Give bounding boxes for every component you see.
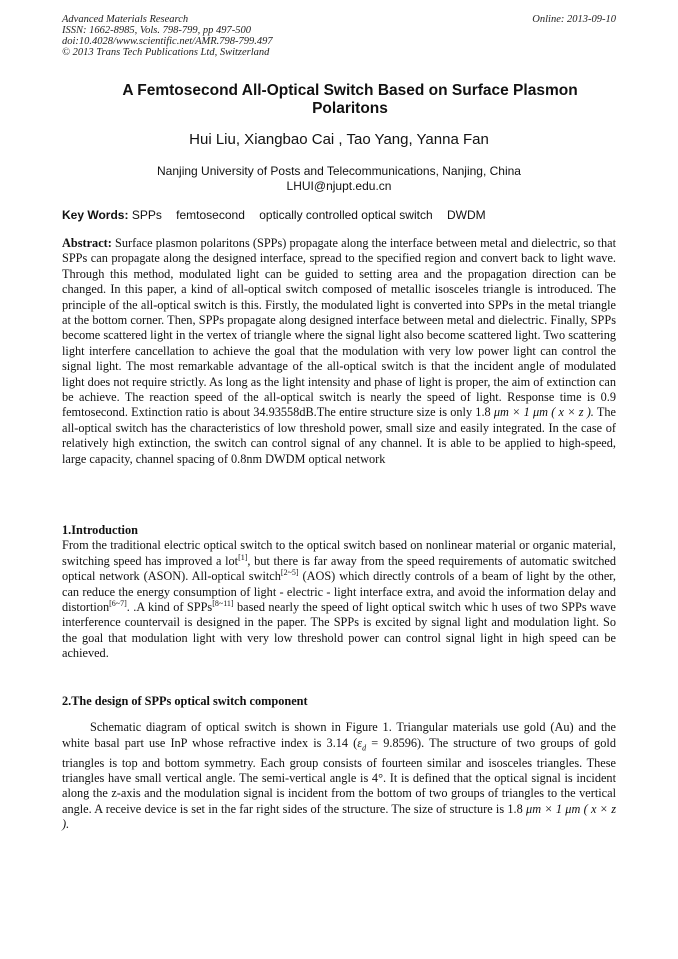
authors: Hui Liu, Xiangbao Cai , Tao Yang, Yanna Fan: [189, 131, 489, 148]
copyright: © 2013 Trans Tech Publications Ltd, Switzerland: [62, 47, 270, 58]
section-body: [62, 538, 616, 661]
section-heading: 1.Introduction: [62, 523, 138, 537]
text: Schematic diagram of optical switch is shown in Figure 1. Triangular materials use gold (Au) and the white basal part use InP whose refractive index is 3.14 (: [62, 720, 616, 750]
citation: [6~7]: [109, 598, 127, 608]
keyword: femtosecond: [176, 208, 245, 222]
keywords: [62, 208, 616, 222]
size-expression: μm × 1 μm ( x × z ).: [62, 801, 616, 832]
epsilon-subscript: d: [362, 743, 367, 753]
section-body: [62, 720, 616, 832]
abstract-text: Surface plasmon polaritons (SPPs) propagate along the interface between metal and dielectric, so that SPPs can propagate along the designed interface, spread to the specified region and convert back to light wave. Through this method, modulated light can be guided to setting area and the propagation direction can be changed. In this paper, a kind of all-optical switch composed of metallic isosceles triangle is introduced. The principle of the all-optical switch is this. Firstly, the modulated light is converted into SPPs in the metal triangle at the bottom corner. Then, SPPs propagate along designed interface between metal and dielectric. Finally, SPPs become scattered light in the vertex of triangle where the signal light also become scattered light. Two scattering light interfere cancellation to achieve the goal that the modulation with very low power light can control the signal light. The most remarkable advantage of the all-optical switch is that the incident angle of modulated light does not require strictly. As long as the light intensity and phase of light is proper, the aim of extinction can be achieve. The reaction speed of the all-optical switch is nearly the speed of light. Response time is 0.9 femtosecond. Extinction ratio is about 34.93558dB.The entire structure size is only 1.8: [62, 236, 616, 420]
section-design: [62, 694, 616, 833]
text: From the traditional electric optical switch to the optical switch based on nonlinear material or organic material, switching speed has improved a lot: [62, 538, 616, 568]
text: = 9.8596). The structure of two groups of gold triangles is top and bottom symmetry. Each group consists of fourteen similar and isosceles triangles. These triangles have small vertical angle. The semi-vertical angle is 4°. It is defined that the optical signal is incident along the z-axis and the modulation signal is incident from the bottom of two groups of triangles to the vertical angle. A receive device is set in the far right sides of the structure. The size of structure is 1.8: [62, 735, 616, 816]
abstract-text-end: The all-optical switch has the characteristics of low threshold power, small size and easily integrated. In the case of relatively high extinction, the switch can control signal of any channel. It is able to be applied to high-speed, large capacity, channel spacing of 0.8nm DWDM optical network: [62, 405, 616, 466]
citation: [1]: [238, 552, 248, 562]
text: (AOS) which directly controls of a beam of light by the other, can reduce the energy consumption of light - electric - light interface extra, and avoid the information delay and distortion: [62, 569, 616, 615]
affiliation: Nanjing University of Posts and Telecommunications, Nanjing, China: [157, 164, 521, 178]
keyword: SPPs: [131, 208, 162, 222]
doi: doi:10.4028/www.scientific.net/AMR.798-799.497: [62, 36, 273, 47]
journal-header: [62, 14, 616, 58]
affiliation-block: [62, 164, 616, 194]
abstract-label: Abstract:: [62, 236, 112, 250]
abstract: [62, 236, 616, 467]
text: based nearly the speed of light optical switch whic h uses of two SPPs wave interference countervail is designed in the paper. The SPPs is excited by signal light and modulation light. So the goal that modulation light with very low threshold power can control signal light in high speed can be achieved.: [62, 600, 616, 661]
journal-name: Advanced Materials Research: [62, 14, 189, 25]
size-expression: μm × 1 μm ( x × z ).: [493, 405, 594, 420]
citation: [2~5]: [280, 568, 299, 578]
issn: ISSN: 1662-8985, Vols. 798-799, pp 497-500: [62, 25, 251, 36]
keyword: DWDM: [447, 208, 486, 222]
section-heading: 2.The design of SPPs optical switch component: [62, 694, 308, 708]
section-introduction: [62, 523, 616, 662]
keyword: optically controlled optical switch: [259, 208, 433, 222]
epsilon-symbol: ε: [357, 735, 363, 750]
keywords-label: Key Words:: [62, 208, 129, 222]
text: . .A kind of SPPs: [126, 600, 213, 615]
email: LHUI@njupt.edu.cn: [286, 179, 392, 193]
paper-title: A Femtosecond All-Optical Switch Based on Surface Plasmon Polaritons: [122, 82, 578, 117]
citation: [8~11]: [212, 598, 234, 608]
online-date: Online: 2013-09-10: [532, 14, 616, 25]
text: , but there is far away from the speed requirements of automatic switched optical network (ASON). All-optical switch: [62, 553, 616, 584]
